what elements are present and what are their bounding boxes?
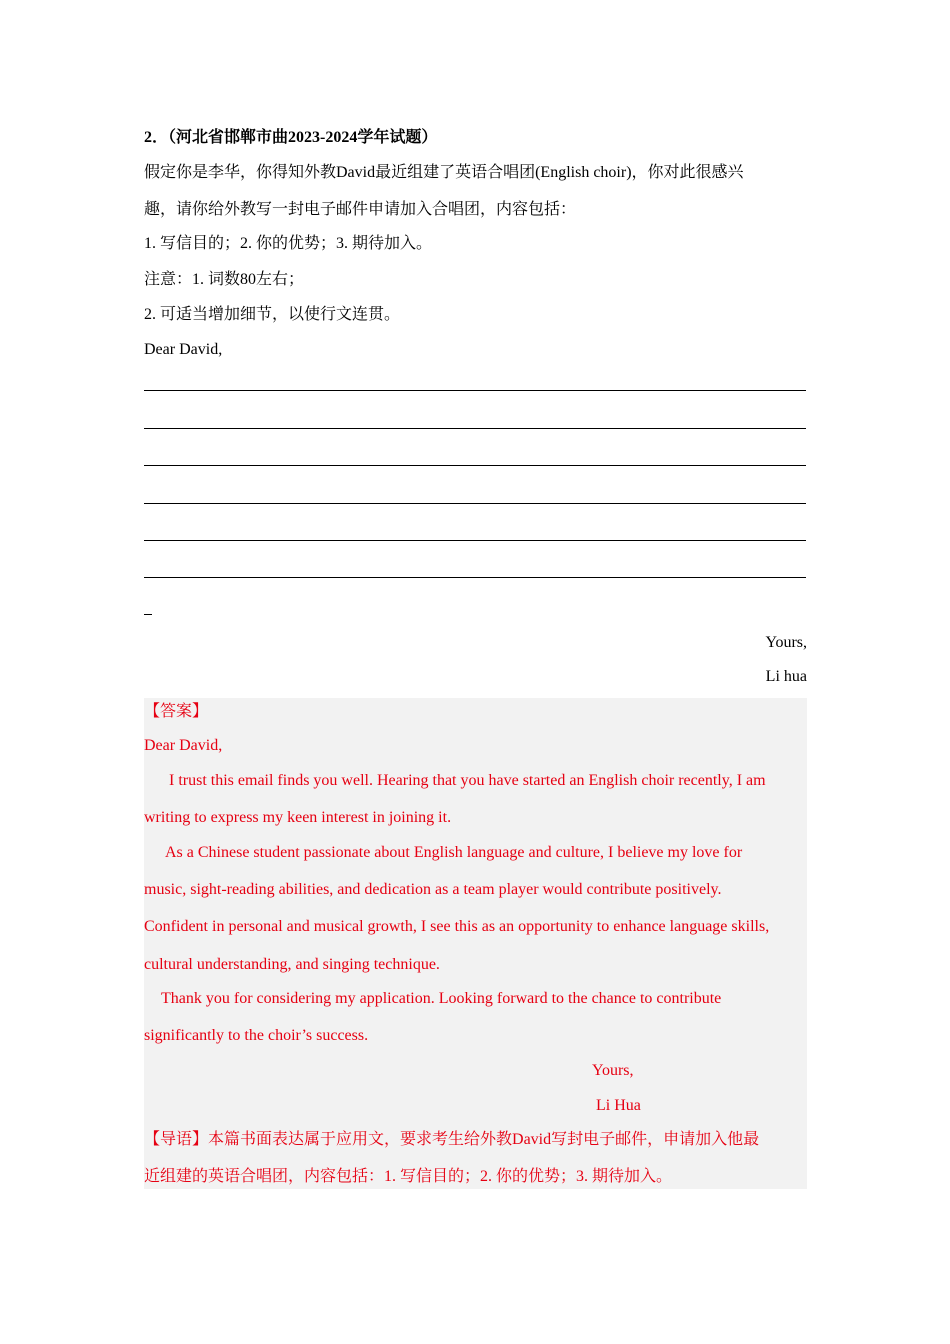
answer-p2-line1: As a Chinese student passionate about English language and culture, I believe my love for [165,844,743,861]
answer-line-2 [144,428,806,429]
answer-closing: Yours, [592,1062,634,1079]
letter-signature: Li hua [765,668,807,685]
guide-label: 【导语】 [144,1131,209,1148]
answer-p2-line4: cultural understanding, and singing technique. [144,956,440,973]
prompt-line-2: 趣，请你给外教写一封电子邮件申请加入合唱团，内容包括： [144,201,577,218]
guide-line-1 [144,1130,759,1150]
question-source: （河北省邯郸市曲2023-2024学年试题） [168,129,438,146]
answer-line-5 [144,540,806,541]
question-header [144,128,437,148]
answer-p1-line2: writing to express my keen interest in joining it. [144,809,452,826]
answer-salutation: Dear David, [144,737,223,754]
answer-p2-line3: Confident in personal and musical growth, I see this as an opportunity to enhance language skills, [144,918,770,935]
guide-text-1: 本篇书面表达属于应用文，要求考生给外教David写封电子邮件，申请加入他最 [208,1131,760,1148]
answer-p3-line1: Thank you for considering my application. Looking forward to the chance to contribute [161,990,722,1007]
guide-line-2: 近组建的英语合唱团，内容包括：1. 写信目的；2. 你的优势；3. 期待加入。 [144,1168,673,1185]
letter-closing: Yours, [765,634,807,651]
answer-line-end [144,614,152,615]
note-2: 2. 可适当增加细节，以使行文连贯。 [144,306,401,323]
question-number: 2． [144,129,169,146]
answer-line-4 [144,503,806,504]
answer-line-1 [144,390,806,391]
prompt-points: 1. 写信目的；2. 你的优势；3. 期待加入。 [144,235,433,252]
prompt-line-1: 假定你是李华，你得知外教David最近组建了英语合唱团(English choir)，你对此很感兴 [144,164,744,181]
answer-p3-line2: significantly to the choir’s success. [144,1027,369,1044]
answer-line-6 [144,577,806,578]
answer-p2-line2: music, sight-reading abilities, and dedication as a team player would contribute positively. [144,881,722,898]
answer-line-3 [144,465,806,466]
note-1: 注意：1. 词数80左右； [144,271,305,288]
answer-label: 【答案】 [144,703,209,720]
letter-salutation: Dear David, [144,341,223,358]
answer-p1-line1: I trust this email finds you well. Hearing that you have started an English choir recently, I am [169,772,766,789]
answer-signature: Li Hua [596,1097,641,1114]
